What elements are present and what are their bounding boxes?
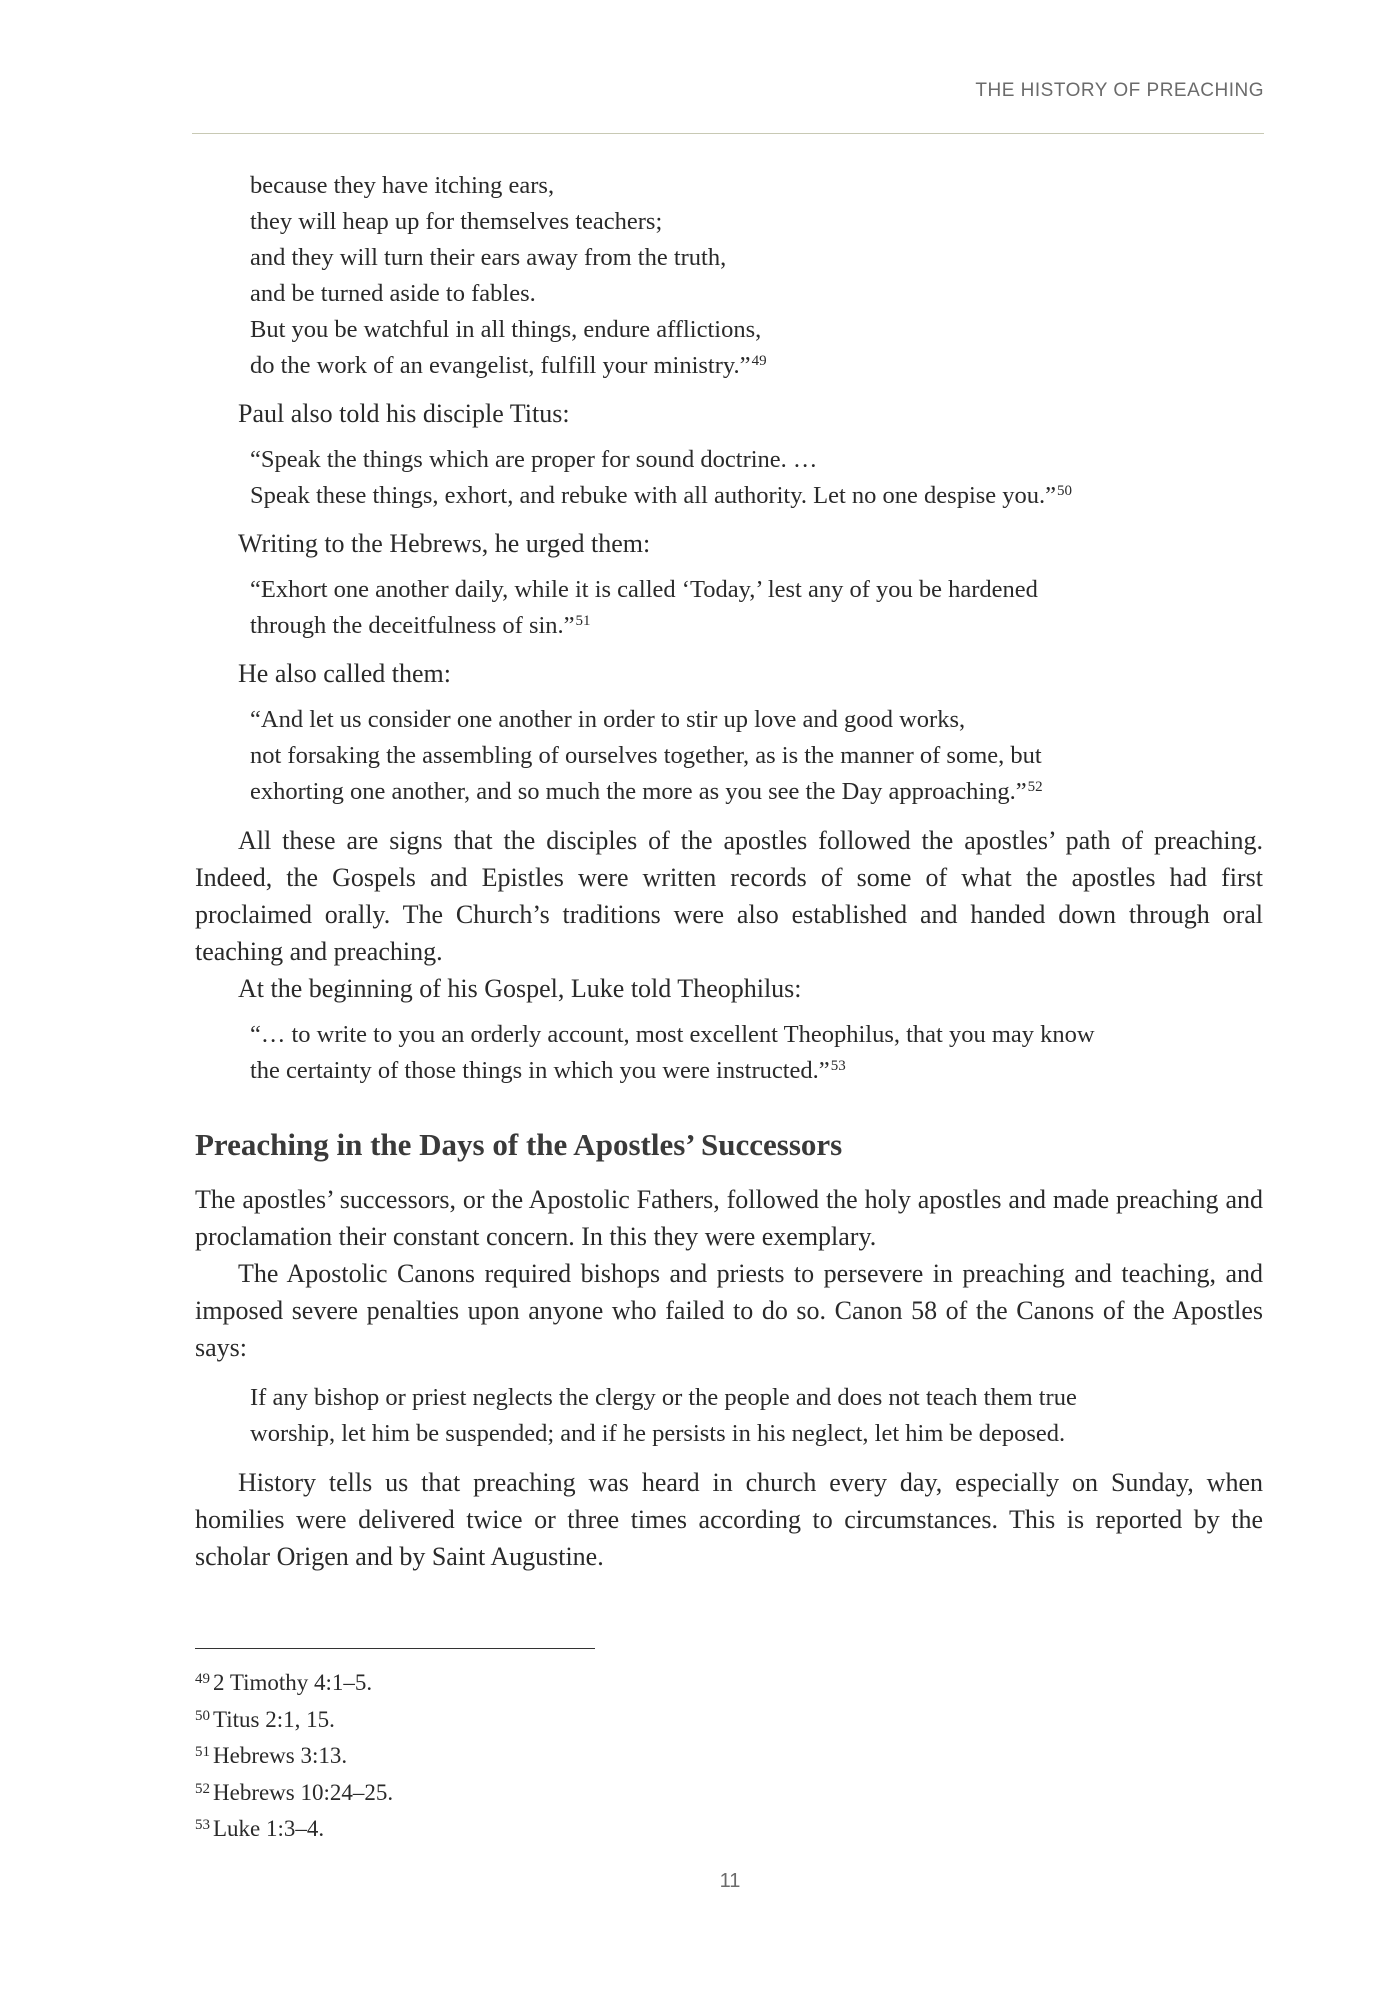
- quote-line: they will heap up for themselves teachers;: [250, 208, 663, 235]
- footnote-ref-53[interactable]: 53: [830, 1058, 846, 1074]
- block-quote-hebrews-1: [250, 572, 1263, 644]
- footnote-text: Titus 2:1, 15.: [213, 1706, 335, 1732]
- paragraph-canons: The Apostolic Canons required bishops and priests to persevere in preaching and teaching, and imposed severe penalties upon anyone who failed to do so. Canon 58 of the Canons of the Apostles says:: [195, 1259, 1263, 1362]
- footnote-number: 51: [195, 1744, 210, 1760]
- lead-titus: Paul also told his disciple Titus:: [238, 399, 570, 428]
- footnote-ref-50[interactable]: 50: [1057, 483, 1073, 499]
- footnote-rule: [195, 1648, 595, 1649]
- footnote-text: Hebrews 3:13.: [213, 1743, 348, 1768]
- paragraph-signs: All these are signs that the disciples of the apostles followed the apostles’ path of preaching. Indeed, the Gospels and Epistles were written records of some of what the apostles had first proclaimed orally. The Church’s traditions were also established and handed down through oral teaching and preaching.: [195, 826, 1263, 966]
- quote-line: But you be watchful in all things, endure afflictions,: [250, 316, 762, 343]
- quote-line: “And let us consider one another in order to stir up love and good works,: [250, 706, 966, 733]
- footnote-ref-51[interactable]: 51: [575, 613, 591, 629]
- header-rule: [192, 133, 1264, 134]
- page-number: 11: [719, 1870, 741, 1892]
- quote-line-text: Speak these things, exhort, and rebuke with all authority. Let no one despise you.”: [250, 482, 1057, 509]
- block-quote-hebrews-2: [250, 702, 1263, 810]
- lead-hebrews: Writing to the Hebrews, he urged them:: [238, 529, 651, 558]
- footnote-ref-52[interactable]: 52: [1027, 779, 1043, 795]
- block-quote-timothy: [250, 168, 1263, 384]
- footnote-53: [195, 1811, 1095, 1848]
- quote-line: “Exhort one another daily, while it is called ‘Today,’ lest any of you be hardened: [250, 576, 1038, 603]
- quote-line-last: [250, 348, 1263, 384]
- footnote-50: [195, 1702, 1095, 1739]
- page-body: [195, 168, 1263, 1575]
- paragraph-history: History tells us that preaching was heard in church every day, especially on Sunday, when homilies were delivered twice or three times according to circumstances. This is reported by the scholar Origen and by Saint Augustine.: [195, 1468, 1263, 1571]
- quote-line-text: do the work of an evangelist, fulfill your ministry.”: [250, 352, 751, 379]
- footnote-ref-49[interactable]: 49: [751, 353, 767, 369]
- quote-line: not forsaking the assembling of ourselves together, as is the manner of some, but: [250, 742, 1042, 769]
- footnote-text: Hebrews 10:24–25.: [213, 1779, 394, 1805]
- quote-line-last: [250, 608, 1263, 644]
- quote-line: “… to write to you an orderly account, most excellent Theophilus, that you may know: [250, 1021, 1095, 1048]
- footnote-number: 49: [195, 1671, 210, 1687]
- footnote-text: Luke 1:3–4.: [213, 1816, 325, 1841]
- block-quote-luke: [250, 1017, 1263, 1089]
- block-quote-canon: [250, 1380, 1263, 1452]
- lead-called: He also called them:: [238, 659, 451, 688]
- paragraph-successors: The apostles’ successors, or the Apostolic Fathers, followed the holy apostles and made preaching and proclamation their constant concern. In this they were exemplary.: [195, 1185, 1263, 1251]
- footnote-number: 53: [195, 1817, 210, 1833]
- quote-line: and be turned aside to fables.: [250, 280, 536, 307]
- quote-line-last: [250, 1053, 1263, 1089]
- paragraph-luke: At the beginning of his Gospel, Luke told Theophilus:: [238, 974, 802, 1003]
- block-quote-titus: [250, 442, 1263, 514]
- quote-line-text: exhorting one another, and so much the more as you see the Day approaching.”: [250, 778, 1027, 805]
- footnotes: [195, 1665, 1095, 1848]
- quote-line: “Speak the things which are proper for sound doctrine. …: [250, 446, 818, 473]
- quote-line: If any bishop or priest neglects the clergy or the people and does not teach them true: [250, 1384, 1077, 1411]
- footnote-number: 50: [195, 1707, 210, 1724]
- footnote-49: [195, 1665, 1095, 1702]
- footnote-number: 52: [195, 1780, 210, 1797]
- quote-line-text: through the deceitfulness of sin.”: [250, 612, 575, 639]
- running-header: THE HISTORY OF PREACHING: [975, 80, 1264, 101]
- section-heading: Preaching in the Days of the Apostles’ Successors: [195, 1127, 843, 1162]
- footnote-52: [195, 1775, 1095, 1812]
- quote-line: because they have itching ears,: [250, 172, 555, 199]
- quote-line-last: [250, 774, 1263, 810]
- footnote-text: 2 Timothy 4:1–5.: [213, 1670, 373, 1695]
- quote-line-text: the certainty of those things in which you were instructed.”: [250, 1057, 830, 1084]
- quote-line: and they will turn their ears away from the truth,: [250, 244, 727, 271]
- quote-line: worship, let him be suspended; and if he persists in his neglect, let him be deposed.: [250, 1420, 1066, 1447]
- footnote-51: [195, 1738, 1095, 1775]
- quote-line-last: [250, 478, 1263, 514]
